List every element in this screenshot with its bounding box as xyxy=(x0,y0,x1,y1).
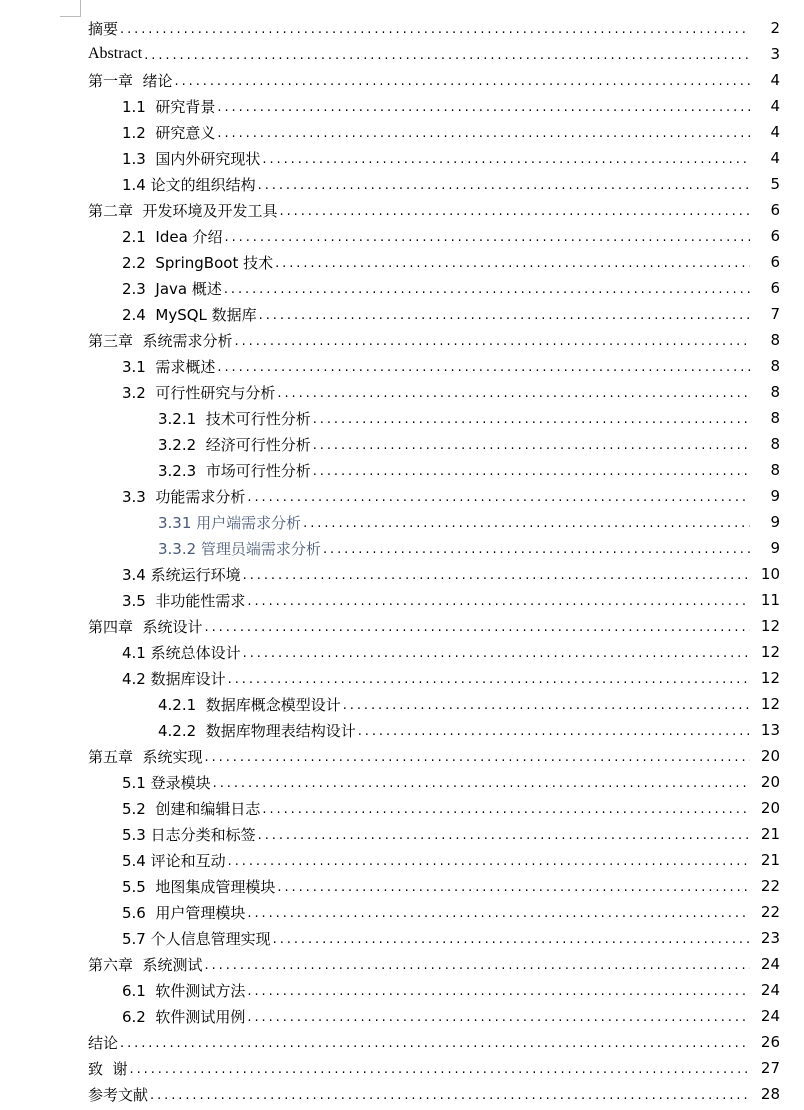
toc-entry-page-number: 5 xyxy=(770,175,780,193)
dot-leader xyxy=(262,152,750,167)
dot-leader xyxy=(277,880,750,895)
toc-entry-title: 5.6 用户管理模块 xyxy=(122,903,246,922)
toc-entry-title: 1.4 论文的组织结构 xyxy=(122,175,256,194)
toc-entry[interactable] xyxy=(0,535,804,561)
dot-leader xyxy=(259,308,750,323)
toc-entry[interactable] xyxy=(0,743,804,769)
toc-entry-title: 5.2 创建和编辑日志 xyxy=(122,799,261,818)
toc-entry-title: 1.2 研究意义 xyxy=(122,123,216,142)
toc-entry[interactable] xyxy=(0,769,804,795)
table-of-contents xyxy=(0,15,804,1107)
dot-leader xyxy=(120,22,750,37)
toc-entry-title: 第一章 绪论 xyxy=(88,71,173,90)
toc-entry-page-number: 8 xyxy=(770,331,780,349)
toc-entry-title: 6.1 软件测试方法 xyxy=(122,981,246,1000)
toc-entry[interactable] xyxy=(0,457,804,483)
toc-entry-page-number: 9 xyxy=(770,487,780,505)
toc-entry-title: 2.2 SpringBoot 技术 xyxy=(122,253,274,272)
toc-entry-title: 1.1 研究背景 xyxy=(122,97,216,116)
toc-entry-page-number: 10 xyxy=(760,565,780,583)
dot-leader xyxy=(262,802,750,817)
toc-entry[interactable] xyxy=(0,873,804,899)
dot-leader xyxy=(303,516,750,531)
toc-entry-page-number: 24 xyxy=(760,955,780,973)
toc-entry[interactable] xyxy=(0,119,804,145)
toc-entry-page-number: 22 xyxy=(760,877,780,895)
toc-entry-page-number: 8 xyxy=(770,383,780,401)
toc-entry-page-number: 4 xyxy=(770,71,780,89)
dot-leader xyxy=(247,984,750,999)
dot-leader xyxy=(243,568,750,583)
toc-entry-title: 致 谢 xyxy=(88,1059,128,1078)
dot-leader xyxy=(273,932,750,947)
toc-entry-title: 4.2 数据库设计 xyxy=(122,669,226,688)
dot-leader xyxy=(280,204,750,219)
dot-leader xyxy=(224,282,750,297)
toc-entry[interactable] xyxy=(0,301,804,327)
toc-entry-page-number: 8 xyxy=(770,435,780,453)
dot-leader xyxy=(313,464,750,479)
toc-entry-page-number: 24 xyxy=(760,981,780,999)
toc-entry-page-number: 8 xyxy=(770,461,780,479)
toc-entry[interactable] xyxy=(0,951,804,977)
dot-leader xyxy=(228,672,750,687)
toc-entry-title: 3.2.2 经济可行性分析 xyxy=(158,435,311,454)
toc-entry-page-number: 12 xyxy=(760,617,780,635)
toc-entry-page-number: 12 xyxy=(760,695,780,713)
toc-entry-page-number: 20 xyxy=(760,799,780,817)
toc-entry-title: 3.1 需求概述 xyxy=(122,357,216,376)
toc-entry-page-number: 12 xyxy=(760,643,780,661)
toc-entry-title: Abstract xyxy=(88,45,143,62)
toc-entry-page-number: 13 xyxy=(760,721,780,739)
dot-leader xyxy=(225,230,750,245)
toc-entry-title: 结论 xyxy=(88,1033,119,1052)
dot-leader xyxy=(175,74,750,89)
toc-entry-title: 4.2.2 数据库物理表结构设计 xyxy=(158,721,356,740)
toc-entry[interactable] xyxy=(0,795,804,821)
toc-entry[interactable] xyxy=(0,977,804,1003)
toc-entry-title: 4.1 系统总体设计 xyxy=(122,643,241,662)
dot-leader xyxy=(243,646,750,661)
toc-entry-page-number: 22 xyxy=(760,903,780,921)
toc-entry[interactable] xyxy=(0,171,804,197)
toc-entry[interactable] xyxy=(0,821,804,847)
toc-entry[interactable] xyxy=(0,509,804,535)
toc-entry-title: 摘要 xyxy=(88,19,119,38)
dot-leader xyxy=(217,100,750,115)
toc-entry[interactable] xyxy=(0,93,804,119)
toc-entry-title: 3.2.1 技术可行性分析 xyxy=(158,409,311,428)
toc-entry-title: 第二章 开发环境及开发工具 xyxy=(88,201,278,220)
toc-entry[interactable] xyxy=(0,899,804,925)
toc-entry-title: 参考文献 xyxy=(88,1085,149,1104)
toc-entry-page-number: 9 xyxy=(770,513,780,531)
toc-entry-page-number: 23 xyxy=(760,929,780,947)
toc-entry-page-number: 26 xyxy=(760,1033,780,1051)
toc-entry-page-number: 6 xyxy=(770,253,780,271)
toc-entry-title: 6.2 软件测试用例 xyxy=(122,1007,246,1026)
toc-entry-title: 第五章 系统实现 xyxy=(88,747,203,766)
toc-entry-title: 3.3 功能需求分析 xyxy=(122,487,246,506)
dot-leader xyxy=(213,776,750,791)
toc-entry-title: 3.4 系统运行环境 xyxy=(122,565,241,584)
toc-entry[interactable] xyxy=(0,1003,804,1029)
dot-leader xyxy=(228,854,750,869)
dot-leader xyxy=(144,48,750,63)
toc-entry-page-number: 27 xyxy=(760,1059,780,1077)
toc-entry-title: 5.4 评论和互动 xyxy=(122,851,226,870)
toc-entry[interactable] xyxy=(0,717,804,743)
toc-entry-title: 2.4 MySQL 数据库 xyxy=(122,305,257,324)
toc-entry-page-number: 6 xyxy=(770,279,780,297)
toc-entry-title: 3.5 非功能性需求 xyxy=(122,591,246,610)
dot-leader xyxy=(323,542,750,557)
toc-entry-page-number: 7 xyxy=(770,305,780,323)
toc-entry[interactable] xyxy=(0,197,804,223)
toc-entry[interactable] xyxy=(0,41,804,67)
toc-entry[interactable] xyxy=(0,587,804,613)
toc-entry-page-number: 11 xyxy=(760,591,780,609)
toc-entry[interactable] xyxy=(0,613,804,639)
toc-entry-title: 第三章 系统需求分析 xyxy=(88,331,233,350)
toc-entry-page-number: 3 xyxy=(770,45,780,63)
toc-entry-title: 5.7 个人信息管理实现 xyxy=(122,929,271,948)
toc-entry-title: 2.1 Idea 介绍 xyxy=(122,227,223,246)
toc-entry[interactable] xyxy=(0,665,804,691)
toc-entry[interactable] xyxy=(0,1055,804,1081)
dot-leader xyxy=(275,256,750,271)
toc-entry[interactable] xyxy=(0,1081,804,1107)
toc-entry[interactable] xyxy=(0,483,804,509)
toc-entry[interactable] xyxy=(0,223,804,249)
toc-entry-title: 第六章 系统测试 xyxy=(88,955,203,974)
toc-entry-title: 1.3 国内外研究现状 xyxy=(122,149,261,168)
toc-entry-page-number: 6 xyxy=(770,227,780,245)
toc-entry-page-number: 4 xyxy=(770,123,780,141)
toc-entry-page-number: 4 xyxy=(770,97,780,115)
dot-leader xyxy=(247,594,750,609)
dot-leader xyxy=(247,1010,750,1025)
toc-entry[interactable] xyxy=(0,15,804,41)
toc-entry-page-number: 9 xyxy=(770,539,780,557)
toc-entry-page-number: 28 xyxy=(760,1085,780,1103)
toc-entry[interactable] xyxy=(0,67,804,93)
toc-entry[interactable] xyxy=(0,431,804,457)
dot-leader xyxy=(205,750,750,765)
toc-entry[interactable] xyxy=(0,249,804,275)
dot-leader xyxy=(205,620,750,635)
toc-entry[interactable] xyxy=(0,639,804,665)
dot-leader xyxy=(277,386,750,401)
dot-leader xyxy=(247,490,750,505)
toc-entry-title: 2.3 Java 概述 xyxy=(122,279,222,298)
toc-entry-title: 第四章 系统设计 xyxy=(88,617,203,636)
toc-entry[interactable] xyxy=(0,353,804,379)
dot-leader xyxy=(130,1062,750,1077)
toc-entry-page-number: 21 xyxy=(760,851,780,869)
toc-entry[interactable] xyxy=(0,327,804,353)
toc-entry[interactable] xyxy=(0,275,804,301)
toc-entry[interactable] xyxy=(0,145,804,171)
toc-entry-title: 3.31 用户端需求分析 xyxy=(158,513,302,532)
toc-entry-title: 3.3.2 管理员端需求分析 xyxy=(158,539,321,558)
toc-entry-title: 5.1 登录模块 xyxy=(122,773,211,792)
toc-entry-title: 4.2.1 数据库概念模型设计 xyxy=(158,695,341,714)
toc-entry-page-number: 20 xyxy=(760,747,780,765)
dot-leader xyxy=(120,1036,750,1051)
toc-entry-title: 5.3 日志分类和标签 xyxy=(122,825,256,844)
dot-leader xyxy=(235,334,750,349)
toc-entry[interactable] xyxy=(0,405,804,431)
dot-leader xyxy=(258,178,750,193)
dot-leader xyxy=(247,906,750,921)
toc-entry-page-number: 21 xyxy=(760,825,780,843)
dot-leader xyxy=(217,360,750,375)
toc-entry[interactable] xyxy=(0,925,804,951)
toc-entry-page-number: 2 xyxy=(770,19,780,37)
toc-entry-page-number: 8 xyxy=(770,409,780,427)
dot-leader xyxy=(258,828,750,843)
toc-entry[interactable] xyxy=(0,379,804,405)
toc-entry-page-number: 12 xyxy=(760,669,780,687)
dot-leader xyxy=(358,724,750,739)
toc-entry-page-number: 8 xyxy=(770,357,780,375)
toc-entry-title: 5.5 地图集成管理模块 xyxy=(122,877,276,896)
dot-leader xyxy=(313,412,750,427)
toc-entry-page-number: 24 xyxy=(760,1007,780,1025)
toc-entry-title: 3.2 可行性研究与分析 xyxy=(122,383,276,402)
dot-leader xyxy=(217,126,750,141)
toc-entry-title: 3.2.3 市场可行性分析 xyxy=(158,461,311,480)
toc-entry-page-number: 4 xyxy=(770,149,780,167)
toc-entry[interactable] xyxy=(0,1029,804,1055)
toc-entry[interactable] xyxy=(0,561,804,587)
toc-entry[interactable] xyxy=(0,847,804,873)
dot-leader xyxy=(343,698,750,713)
dot-leader xyxy=(150,1088,750,1103)
toc-entry-page-number: 20 xyxy=(760,773,780,791)
toc-entry[interactable] xyxy=(0,691,804,717)
toc-entry-page-number: 6 xyxy=(770,201,780,219)
dot-leader xyxy=(313,438,750,453)
dot-leader xyxy=(205,958,750,973)
